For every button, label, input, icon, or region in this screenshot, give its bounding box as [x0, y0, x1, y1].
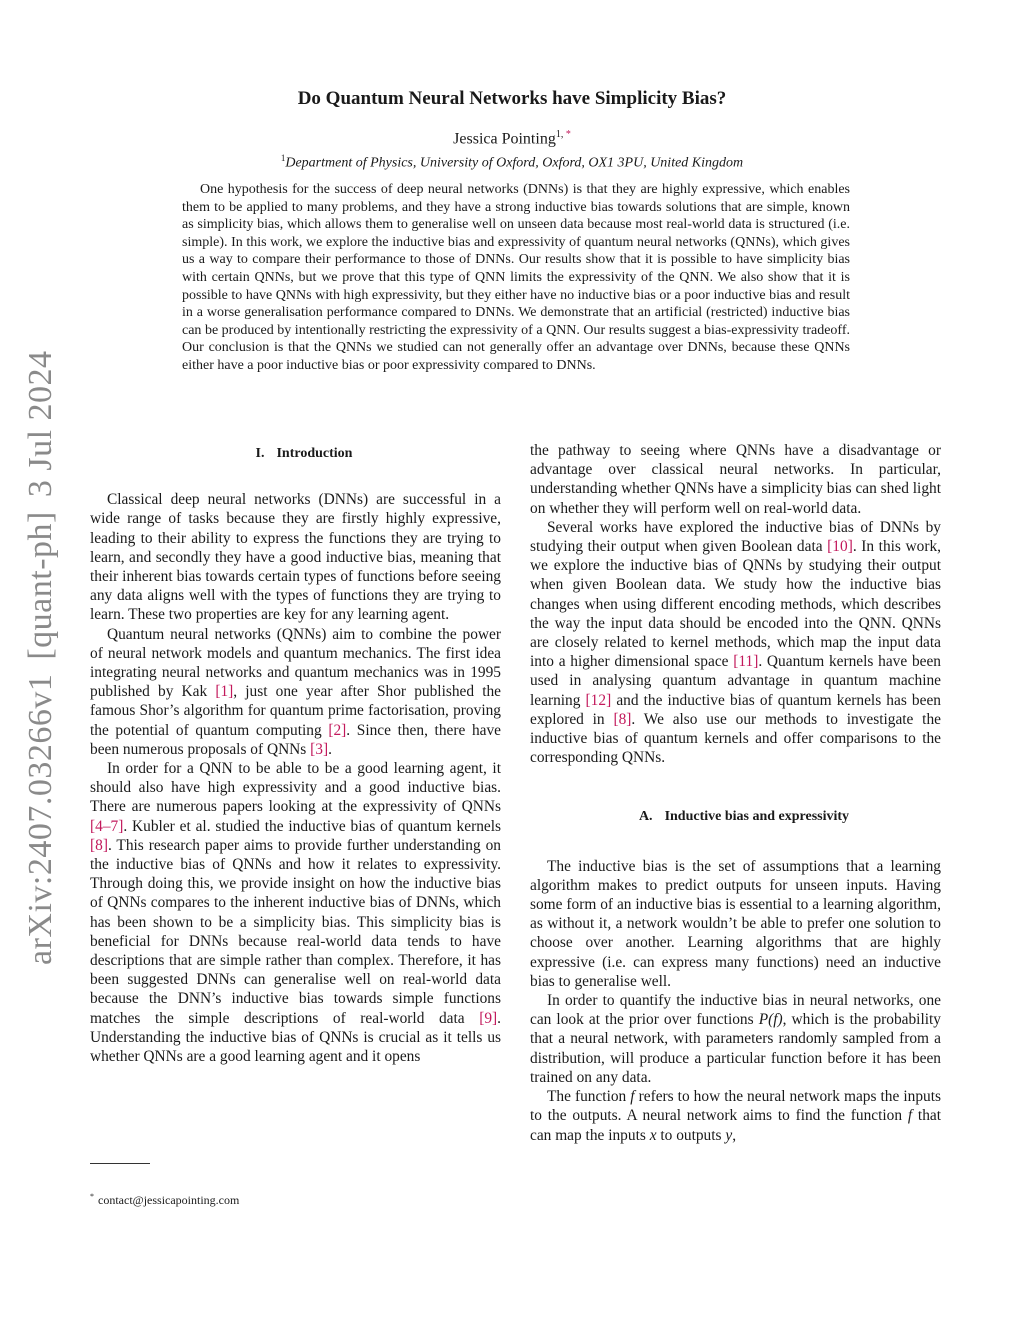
footnote [90, 1192, 239, 1208]
right-column [530, 441, 941, 1145]
affiliation-line [0, 153, 1024, 172]
author-name: Jessica Pointing [453, 130, 556, 148]
citation-link[interactable]: [2] [328, 721, 347, 739]
citation-link[interactable]: [4–7] [90, 817, 124, 835]
citation-link[interactable]: [1] [215, 683, 234, 701]
left-column [90, 444, 501, 1066]
citation-link[interactable]: [11] [733, 653, 759, 671]
affiliation-mark: 1 [280, 153, 286, 163]
footnote-rule [90, 1163, 150, 1164]
footnote-marker: * [90, 1192, 94, 1201]
footnote-email[interactable]: contact@jessicapointing.com [98, 1193, 240, 1207]
arxiv-stamp [22, 350, 66, 965]
citation-link[interactable]: [9] [479, 1009, 498, 1027]
citation-link[interactable]: [12] [585, 691, 612, 709]
citation-link[interactable]: [8] [90, 836, 108, 854]
affiliation-text: Department of Physics, University of Oxford, Oxford, OX1 3PU, United Kingdom [285, 155, 744, 171]
intro-paragraph-1: Classical deep neural networks (DNNs) are successful in a wide range of tasks because they are firstly highly expressive, leading to their ability to express the functions they are trying to learn, and secondly they have a good inductive bias, meaning that their inherent bias towards certain types of functions before seeing any data aligns well with the types of functions they are trying to learn. These two properties are key for any learning agent. [90, 491, 501, 624]
section-a-paragraph-2: In order to quantify the inductive bias in neural networks, one can look at the prior over functions P(f), which is the probability that a neural network, with parameters randomly sampled from a distribution, will produce a particular function before it has been trained on any data. [530, 992, 941, 1086]
arxiv-id: arXiv:2407.03266v1 [22, 673, 59, 965]
author-footnote-link[interactable]: * [565, 129, 571, 140]
section-a-paragraph-1: The inductive bias is the set of assumptions that a learning algorithm makes to predict outputs for unseen inputs. Having some form of an inductive bias is essential to a learning algorithm, as without it, a network wouldn’t be able to prefer one solution to choose over another. Learning algorithms that are highly expressive (i.e. can express many functions) need an inductive bias to generalise well. [530, 857, 941, 990]
author-line [0, 129, 1024, 148]
arxiv-date: 3 Jul 2024 [22, 350, 59, 498]
math-prior: P(f) [758, 1011, 783, 1029]
intro-paragraph-5: Several works have explored the inductive bias of DNNs by studying their output when given Boolean data [10]. In this work, we explore the inductive bias of QNNs by studying their output when given Boolean data. We study how the inductive bias changes when using different encoding methods, which describes the way the input data should be encoded into the QNN. QNNs are closely related to kernel methods, which map the input data into a higher dimensional space [11]. Quantum kernels have been used in analysing quantum advantage in quantum machine learning [12] and the inductive bias of quantum kernels has been explored in [8]. We also use our methods to investigate the inductive bias of quantum kernels and offer comparisons to the corresponding QNNs. [530, 518, 941, 767]
author-affil-mark: 1, [555, 129, 566, 140]
intro-paragraph-4: the pathway to seeing where QNNs have a disadvantage or advantage over classical neural networks. In particular, understanding whether QNNs have a simplicity bias can shed light on whether they will perform well on real-world data. [530, 442, 941, 517]
citation-link[interactable]: [10] [827, 538, 853, 556]
intro-paragraph-2: Quantum neural networks (QNNs) aim to combine the power of neural network models and quantum mechanics. The first idea integrating neural networks and quantum mechanics was in 1995 published by Kak [1], just one year after Shor published the famous Shor’s algorithm for quantum prime factorisation, proving the potential of quantum computing [2]. Since then, there have been numerous proposals of QNNs [3]. [90, 625, 502, 758]
citation-link[interactable]: [3] [310, 740, 329, 758]
section-a-paragraph-3: The function f refers to how the neural network maps the inputs to the outputs. A neural network aims to find the function f that can map the inputs x to outputs y, [530, 1088, 941, 1144]
paper-title: Do Quantum Neural Networks have Simplicity Bias? [297, 88, 727, 109]
abstract: One hypothesis for the success of deep neural networks (DNNs) is that they are highly expressive, which enables them to be applied to many problems, and they have a strong inductive bias towards solutions that are simple, known as simplicity bias, which allows them to generalise well on unseen data because most real-world data is structured (i.e. simple). In this work, we explore the inductive bias and expressivity of quantum neural networks (QNNs), which gives us a way to compare their performance to those of DNNs. Our results show that it is possible to have simplicity bias with certain QNNs, but we prove that this type of QNN limits the expressivity of the QNN. We also show that it is possible to have QNNs with high expressivity, but they either have no inductive bias or a poor inductive bias and result in a worse generalisation performance compared to DNNs. We demonstrate that an artificial (restricted) inductive bias can be produced by intentionally restricting the expressivity of a QNN. Our results suggest a bias-expressivity tradeoff. Our conclusion is that the QNNs we studied can not generally offer an advantage over DNNs, because these QNNs either have a poor inductive bias or poor expressivity compared to DNNs. [182, 182, 850, 373]
citation-link[interactable]: [8] [613, 710, 632, 728]
arxiv-category: [quant-ph] [22, 511, 59, 660]
section-heading-inductive-bias: A. Inductive bias and expressivity [638, 809, 850, 825]
intro-paragraph-3: In order for a QNN to be able to be a good learning agent, it should also have high expressivity and a good inductive bias. There are numerous papers looking at the expressivity of QNNs [4–7]. Kubler et al. studied the inductive bias of quantum kernels [8]. This research paper aims to provide further understanding on the inductive bias of QNNs and how it relates to expressivity. Through doing this, we provide insight on how the inductive bias of QNNs compares to the inherent inductive bias of DNNs, which has been shown to be a simplicity bias. This simplicity bias is beneficial for DNNs because real-world data tends to have descriptions that are simple rather than complex. Therefore, it has been suggested DNNs can generalise well on real-world data because the DNN’s inductive bias towards simple functions matches the simple descriptions of real-world data [9]. Understanding the inductive bias of QNNs is crucial as it tells us whether QNNs are a good learning agent and it opens [90, 760, 501, 1066]
section-heading-introduction: I. Introduction [255, 446, 353, 461]
